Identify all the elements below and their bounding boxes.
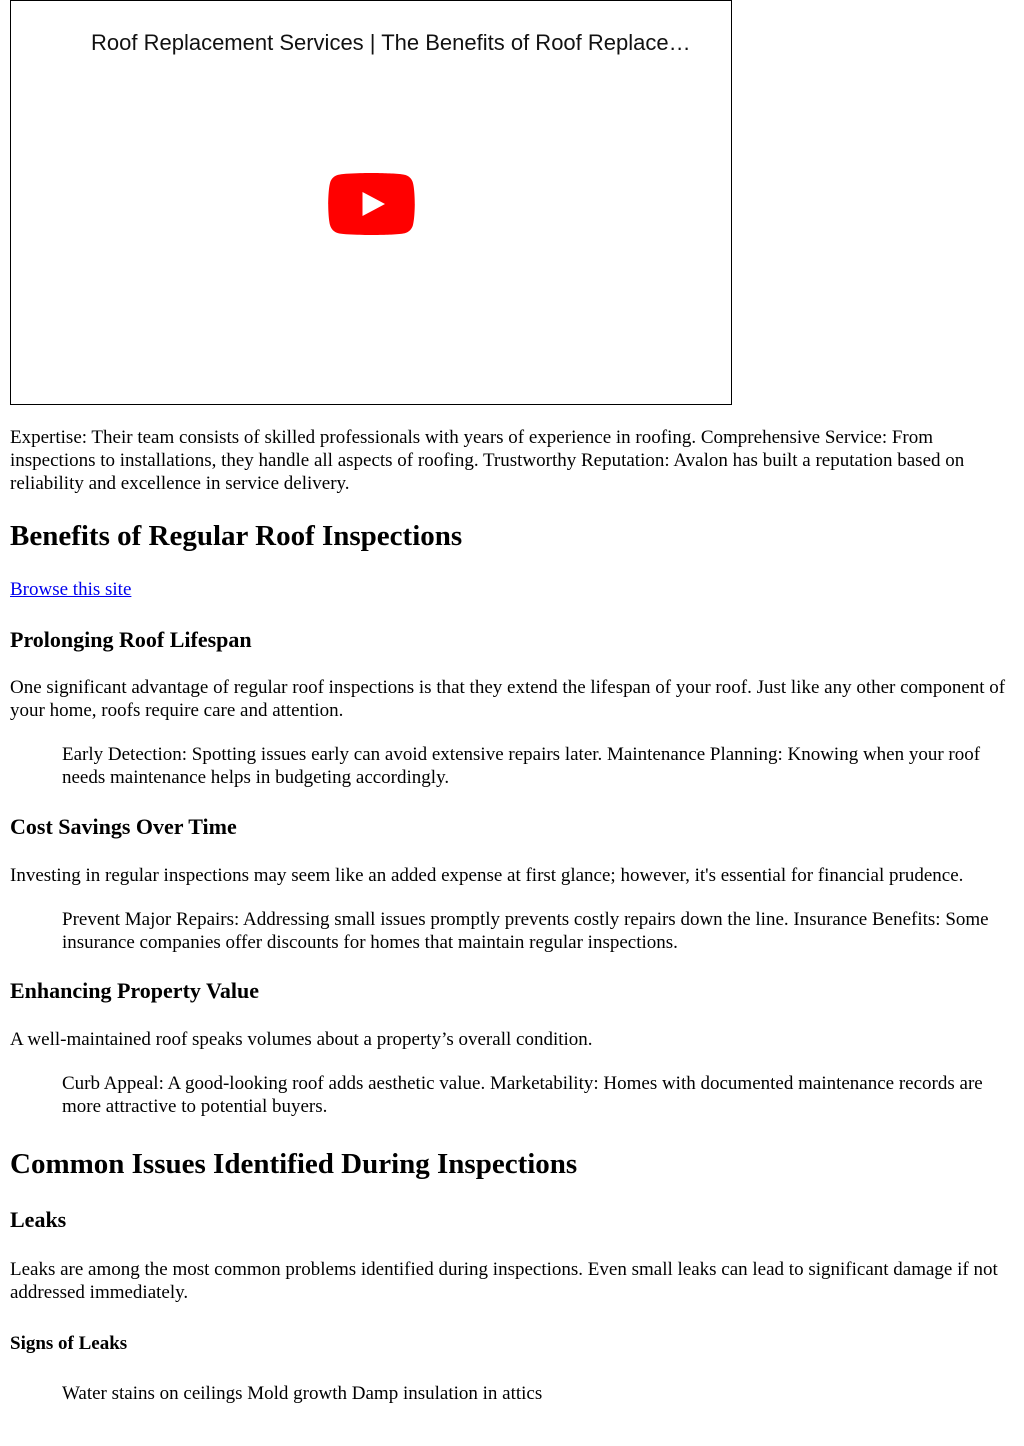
intro-paragraph: Expertise: Their team consists of skilled professionals with years of experience in roofing. Comprehensive Service: From inspections to installations, they handle all aspects of roofing. Trustworthy Reputation: Avalon has built a reputation based on reliability and excellence in service delivery.: [10, 427, 965, 494]
savings-heading: Cost Savings Over Time: [10, 814, 237, 839]
lifespan-list: Early Detection: Spotting issues early can avoid extensive repairs later. Maintenance Planning: Knowing when your roof needs maintenance helps in budgeting accordingly.: [62, 744, 981, 788]
savings-paragraph: Investing in regular inspections may seem like an added expense at first glance; however, it's essential for financial prudence.: [10, 865, 964, 886]
video-title[interactable]: Roof Replacement Services | The Benefits of Roof Replace…: [91, 30, 691, 55]
browse-link-paragraph: [10, 578, 1014, 601]
leaks-heading: Leaks: [10, 1207, 67, 1232]
signs-list: Water stains on ceilings Mold growth Damp insulation in attics: [62, 1383, 543, 1404]
value-list: Curb Appeal: A good-looking roof adds aesthetic value. Marketability: Homes with documented maintenance records are more attractive to potential buyers.: [62, 1073, 983, 1117]
browse-site-link[interactable]: Browse this site: [10, 579, 132, 600]
lifespan-heading: Prolonging Roof Lifespan: [10, 627, 252, 652]
leaks-paragraph: Leaks are among the most common problems identified during inspections. Even small leaks can lead to significant damage if not addressed immediately.: [10, 1259, 998, 1303]
savings-list: Prevent Major Repairs: Addressing small issues promptly prevents costly repairs down the line. Insurance Benefits: Some insurance companies offer discounts for homes that maintain regular inspections.: [62, 909, 989, 953]
lifespan-paragraph: One significant advantage of regular roof inspections is that they extend the lifespan of your roof. Just like any other component of your home, roofs require care and attention.: [10, 677, 1006, 721]
signs-heading: Signs of Leaks: [10, 1333, 128, 1354]
youtube-play-icon[interactable]: [328, 173, 415, 235]
value-paragraph: A well-maintained roof speaks volumes about a property’s overall condition.: [10, 1029, 593, 1050]
video-embed[interactable]: [10, 0, 732, 405]
issues-heading: Common Issues Identified During Inspections: [10, 1148, 578, 1180]
value-heading: Enhancing Property Value: [10, 978, 259, 1003]
benefits-heading: Benefits of Regular Roof Inspections: [10, 520, 463, 552]
